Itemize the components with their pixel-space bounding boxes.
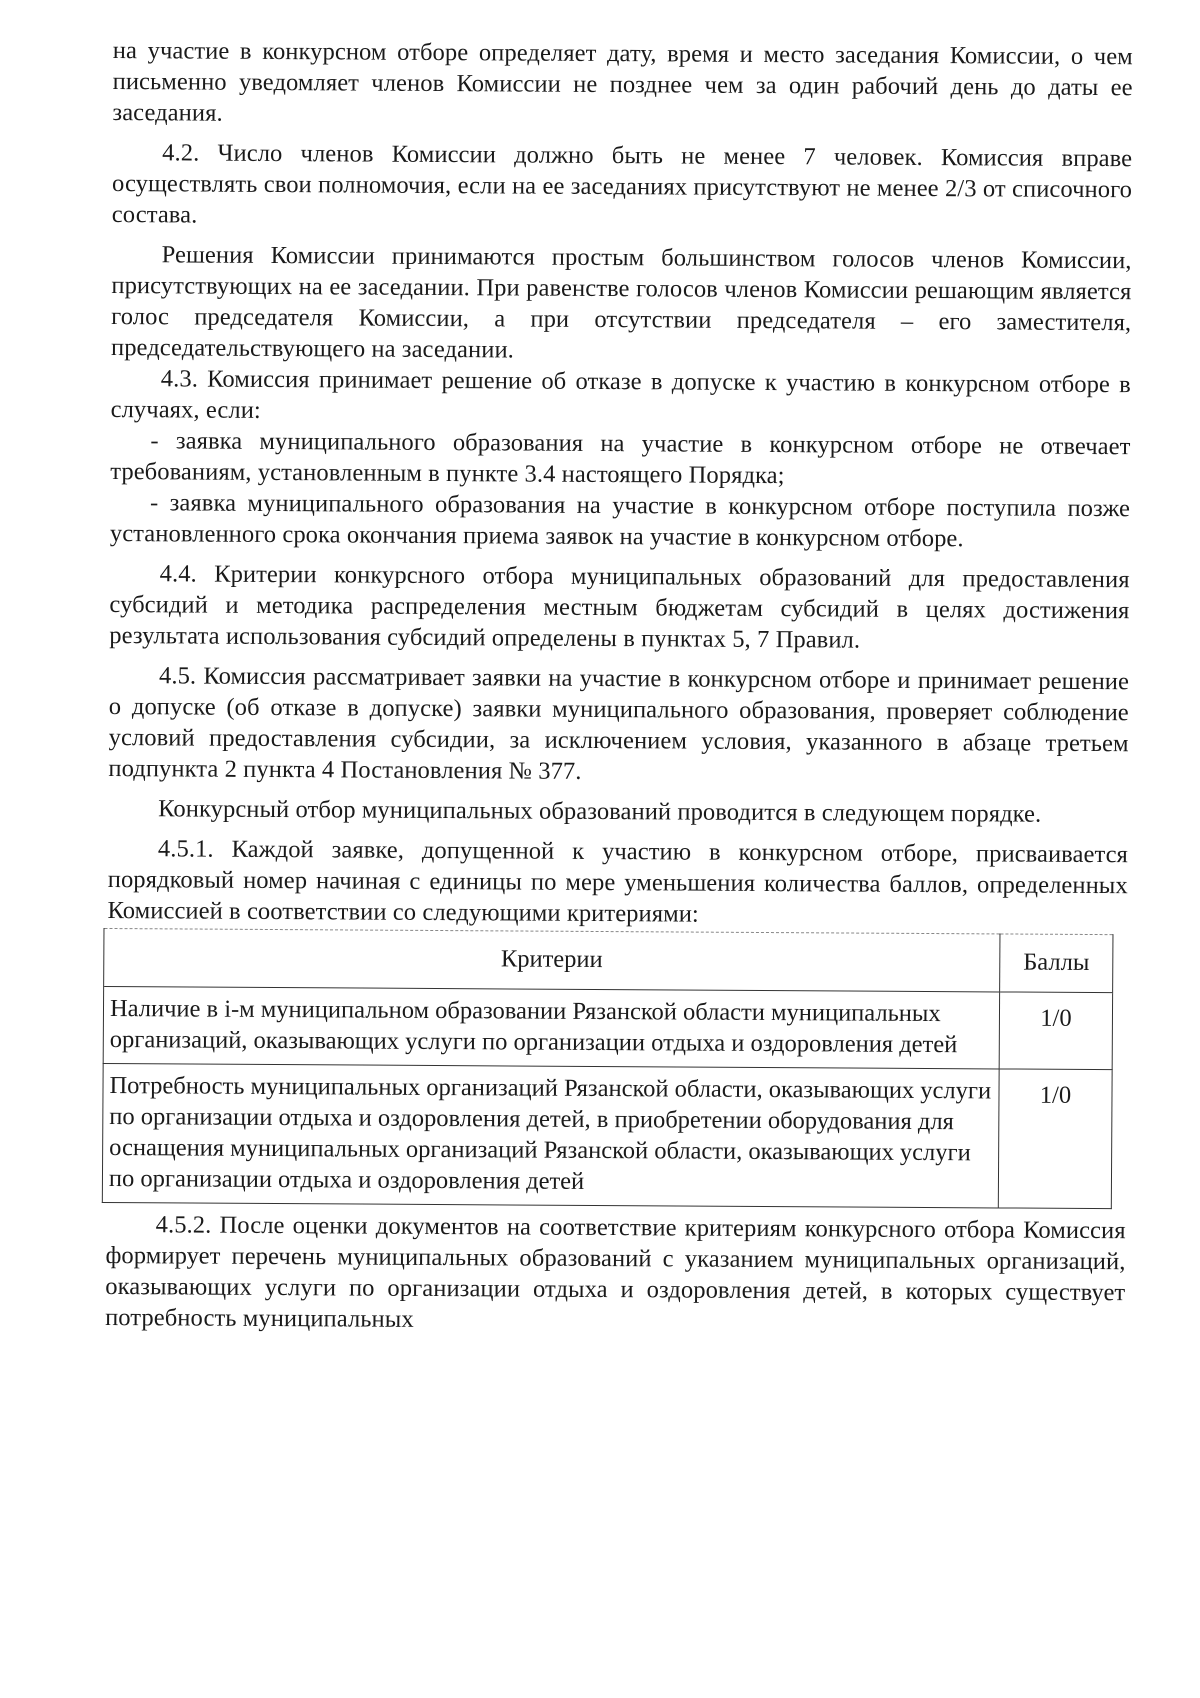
paragraph-meeting-notice: на участие в конкурсном отборе определяет дату, время и место заседания Комиссии, о чем письменно уведомляет членов Комиссии не позднее чем за один рабочий день до даты ее заседания. — [112, 37, 1133, 127]
table-header-row — [104, 928, 1113, 992]
paragraph-selection-order: Конкурсный отбор муниципальных образований проводится в следующем порядке. — [158, 795, 1042, 828]
header-criteria: Критерии — [104, 928, 1000, 991]
paragraph-4-5: 4.5. Комиссия рассматривает заявки на участие в конкурсном отборе и принимает решение о допуске (об отказе в допуске) заявки муниципального образования, проверяет соблюдение условий предоставления субсидии, за исключением условия, указанного в абзаце третьем подпункта 2 пункта 4 Постановления № 377. — [108, 662, 1130, 785]
paragraph-4-3: 4.3. Комиссия принимает решение об отказе в допуске к участию в конкурсном отборе в случаях, если: — [110, 365, 1131, 424]
criteria-table — [102, 928, 1114, 1209]
score-cell: 1/0 — [999, 992, 1112, 1070]
paragraph-refusal-reason-1: - заявка муниципального образования на участие в конкурсном отборе не отвечает требованиям, установленным в пункте 3.4 настоящего Порядка; — [110, 427, 1131, 490]
header-score: Баллы — [1000, 934, 1113, 993]
paragraph-4-2: 4.2. Число членов Комиссии должно быть не менее 7 человек. Комиссия вправе осуществлять свои полномочия, если на ее заседаниях присутствуют не менее 2/3 от списочного состава. — [111, 139, 1133, 229]
paragraph-refusal-reason-2: - заявка муниципального образования на участие в конкурсном отборе поступила позже установленного срока окончания приема заявок на участие в конкурсном отборе. — [109, 489, 1131, 553]
criterion-cell: Потребность муниципальных организаций Рязанской области, оказывающих услуги по организации отдыха и оздоровления детей, в приобретении оборудования для оснащения муниципальных организаций Рязанской области, оказывающих услуги по организации отдыха и оздоровления детей — [102, 1063, 999, 1207]
table-row — [103, 986, 1112, 1069]
paragraph-4-5-1: 4.5.1. Каждой заявке, допущенной к участию в конкурсном отборе, присваивается порядковый номер начиная с единицы по мере уменьшения количества баллов, определенных Комиссией в соответствии со следующими критериями: — [107, 835, 1129, 928]
score-cell: 1/0 — [998, 1069, 1112, 1209]
paragraph-decisions: Решения Комиссии принимаются простым большинством голосов членов Комиссии, присутствующих на ее заседании. При равенстве голосов членов Комиссии решающим является голос председателя Комиссии, а при отсутствии председателя – его заместителя, председательствующего на заседании. — [110, 241, 1132, 364]
criterion-cell: Наличие в i-м муниципальном образовании Рязанской области муниципальных организаций, оказывающих услуги по организации отдыха и оздоровления детей — [103, 986, 999, 1068]
paragraph-4-4: 4.4. Критерии конкурсного отбора муниципальных образований для предоставления субсидий и методика распределения местным бюджетам субсидий в целях достижения результата использования субсидий определены в пунктах 5, 7 Правил. — [109, 560, 1130, 654]
table-row — [102, 1063, 1112, 1208]
paragraph-4-5-2: 4.5.2. После оценки документов на соответствие критериям конкурсного отбора Комиссия формирует перечень муниципальных образований с указанием муниципальных организаций, оказывающих услуги по организации отдыха и оздоровления детей, в которых существует потребность муниципальных — [105, 1211, 1126, 1333]
